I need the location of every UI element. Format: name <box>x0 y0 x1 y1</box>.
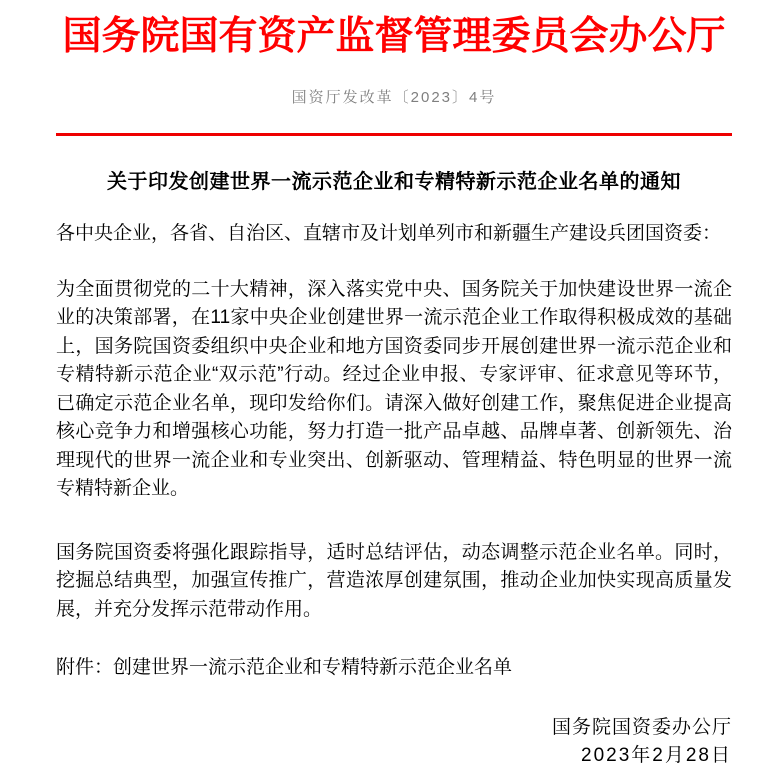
document-reference-number: 国资厅发改革〔2023〕4号 <box>291 89 497 106</box>
salutation-line: 各中央企业，各省、自治区、直辖市及计划单列市和新疆生产建设兵团国资委： <box>56 223 722 244</box>
signature-date: 2023年2月28日 <box>581 745 732 766</box>
body-paragraph-2: 国务院国资委将强化跟踪指导，适时总结评估，动态调整示范企业名单。同时，挖掘总结典型，加强宣传推广，营造浓厚创建氛围，推动企业加快实现高质量发展，并充分发挥示范带动作用。 <box>56 541 732 620</box>
signature-block <box>56 714 732 771</box>
attachment-line: 附件：创建世界一流示范企业和专精特新示范企业名单 <box>56 657 513 678</box>
red-divider-line <box>56 133 732 136</box>
notice-title: 关于印发创建世界一流示范企业和专精特新示范企业名单的通知 <box>107 171 681 193</box>
issuing-agency-header: 国务院国有资产监督管理委员会办公厅 <box>62 15 726 58</box>
body-paragraph-1: 为全面贯彻党的二十大精神，深入落实党中央、国务院关于加快建设世界一流企业的决策部署，在11家中央企业创建世界一流示范企业工作取得积极成效的基础上，国务院国资委组织中央企业和地方国资委同步开展创建世界一流示范企业和专精特新示范企业“双示范”行动。经过企业申报、专家评审、征求意见等环节，已确定示范企业名单，现印发给你们。请深入做好创建工作，聚焦促进企业提高核心竞争力和增强核心功能，努力打造一批产品卓越、品牌卓著、创新领先、治理现代的世界一流企业和专业突出、创新驱动、管理精益、特色明显的世界一流专精特新企业。 <box>56 278 732 499</box>
signature-agency: 国务院国资委办公厅 <box>551 716 732 738</box>
